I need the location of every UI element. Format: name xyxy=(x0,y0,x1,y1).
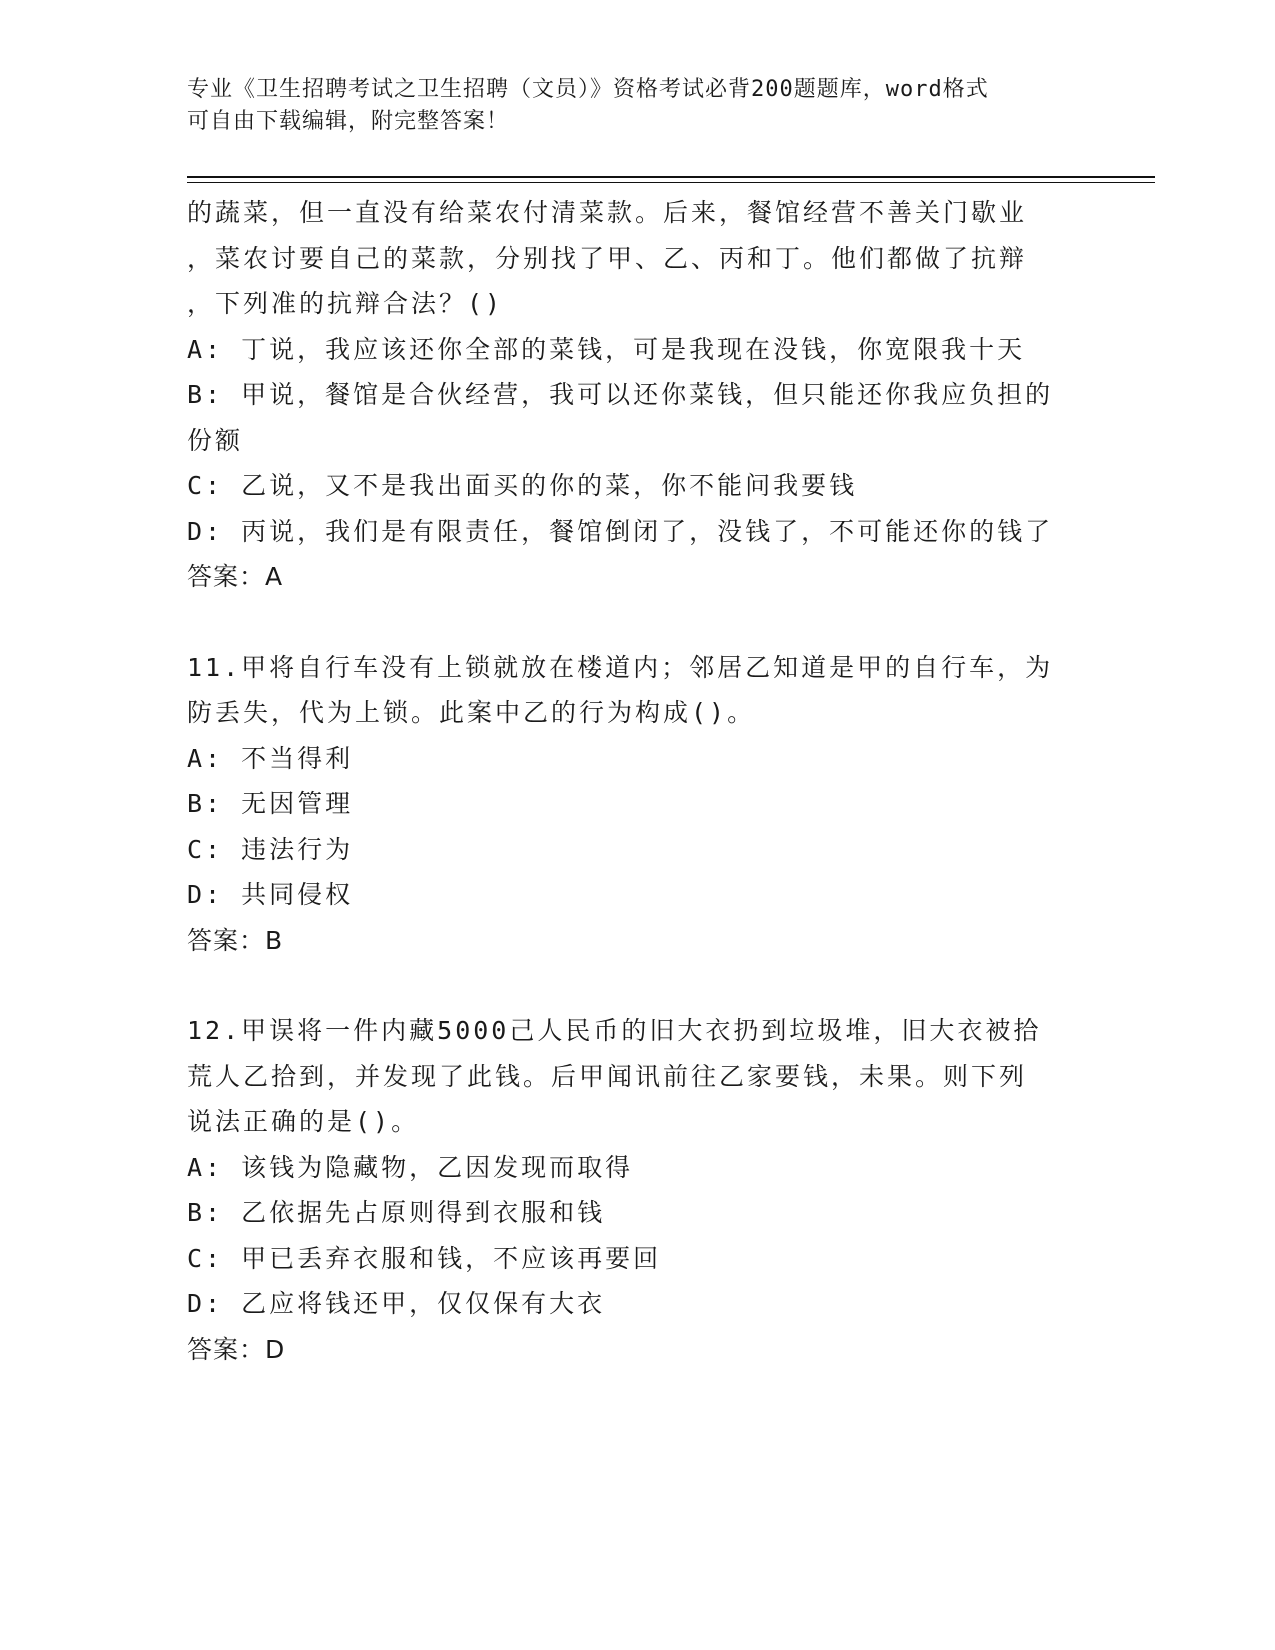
option-b-continued: 份额 xyxy=(187,425,244,455)
option-b: B: 甲说，餐馆是合伙经营，我可以还你菜钱，但只能还你我应负担的 xyxy=(187,380,1054,409)
question-stem-line: 11.甲将自行车没有上锁就放在楼道内；邻居乙知道是甲的自行车，为 xyxy=(187,652,1054,682)
question-12 xyxy=(187,1008,1087,1372)
question-stem-line: 防丢失，代为上锁。此案中乙的行为构成()。 xyxy=(187,698,756,727)
option-d: D: 丙说，我们是有限责任，餐馆倒闭了，没钱了，不可能还你的钱了 xyxy=(187,516,1054,546)
option-a: A: 丁说，我应该还你全部的菜钱，可是我现在没钱，你宽限我十天 xyxy=(187,334,1026,364)
question-spacer xyxy=(187,963,1087,1008)
question-stem-line: 说法正确的是()。 xyxy=(187,1107,420,1136)
document-header xyxy=(187,74,1087,138)
question-stem-line: 的蔬菜，但一直没有给菜农付清菜款。后来，餐馆经营不善关门歇业 xyxy=(187,198,1028,227)
option-a: A: 不当得利 xyxy=(187,743,354,773)
header-title-line-1: 专业《卫生招聘考试之卫生招聘（文员）》资格考试必背200题题库，word格式 xyxy=(187,77,989,102)
header-title-line-2: 可自由下载编辑，附完整答案！ xyxy=(187,109,510,134)
header-divider-thick xyxy=(187,176,1155,178)
option-a: A: 该钱为隐藏物，乙因发现而取得 xyxy=(187,1152,634,1182)
question-stem-line: 12.甲误将一件内藏5000己人民币的旧大衣扔到垃圾堆，旧大衣被拾 xyxy=(187,1016,1042,1045)
document-body xyxy=(187,190,1087,1372)
question-11 xyxy=(187,645,1087,964)
option-d: D: 共同侵权 xyxy=(187,880,354,909)
option-c: C: 违法行为 xyxy=(187,834,354,864)
question-10 xyxy=(187,190,1087,600)
option-c: C: 甲已丢弃衣服和钱，不应该再要回 xyxy=(187,1243,662,1273)
option-b: B: 无因管理 xyxy=(187,789,354,818)
answer-label: 答案：A xyxy=(187,562,284,591)
question-stem-line: ，菜农讨要自己的菜款，分别找了甲、乙、丙和丁。他们都做了抗辩 xyxy=(187,243,1028,273)
question-spacer xyxy=(187,600,1087,645)
option-d: D: 乙应将钱还甲，仅仅保有大衣 xyxy=(187,1289,606,1318)
question-stem-line: ，下列准的抗辩合法？() xyxy=(187,289,504,318)
header-divider-thin xyxy=(187,182,1155,183)
option-c: C: 乙说，又不是我出面买的你的菜，你不能问我要钱 xyxy=(187,471,858,500)
option-b: B: 乙依据先占原则得到衣服和钱 xyxy=(187,1198,606,1227)
answer-label: 答案：D xyxy=(187,1334,286,1364)
question-stem-line: 荒人乙拾到，并发现了此钱。后甲闻讯前往乙家要钱，未果。则下列 xyxy=(187,1061,1028,1091)
answer-label: 答案：B xyxy=(187,925,284,955)
